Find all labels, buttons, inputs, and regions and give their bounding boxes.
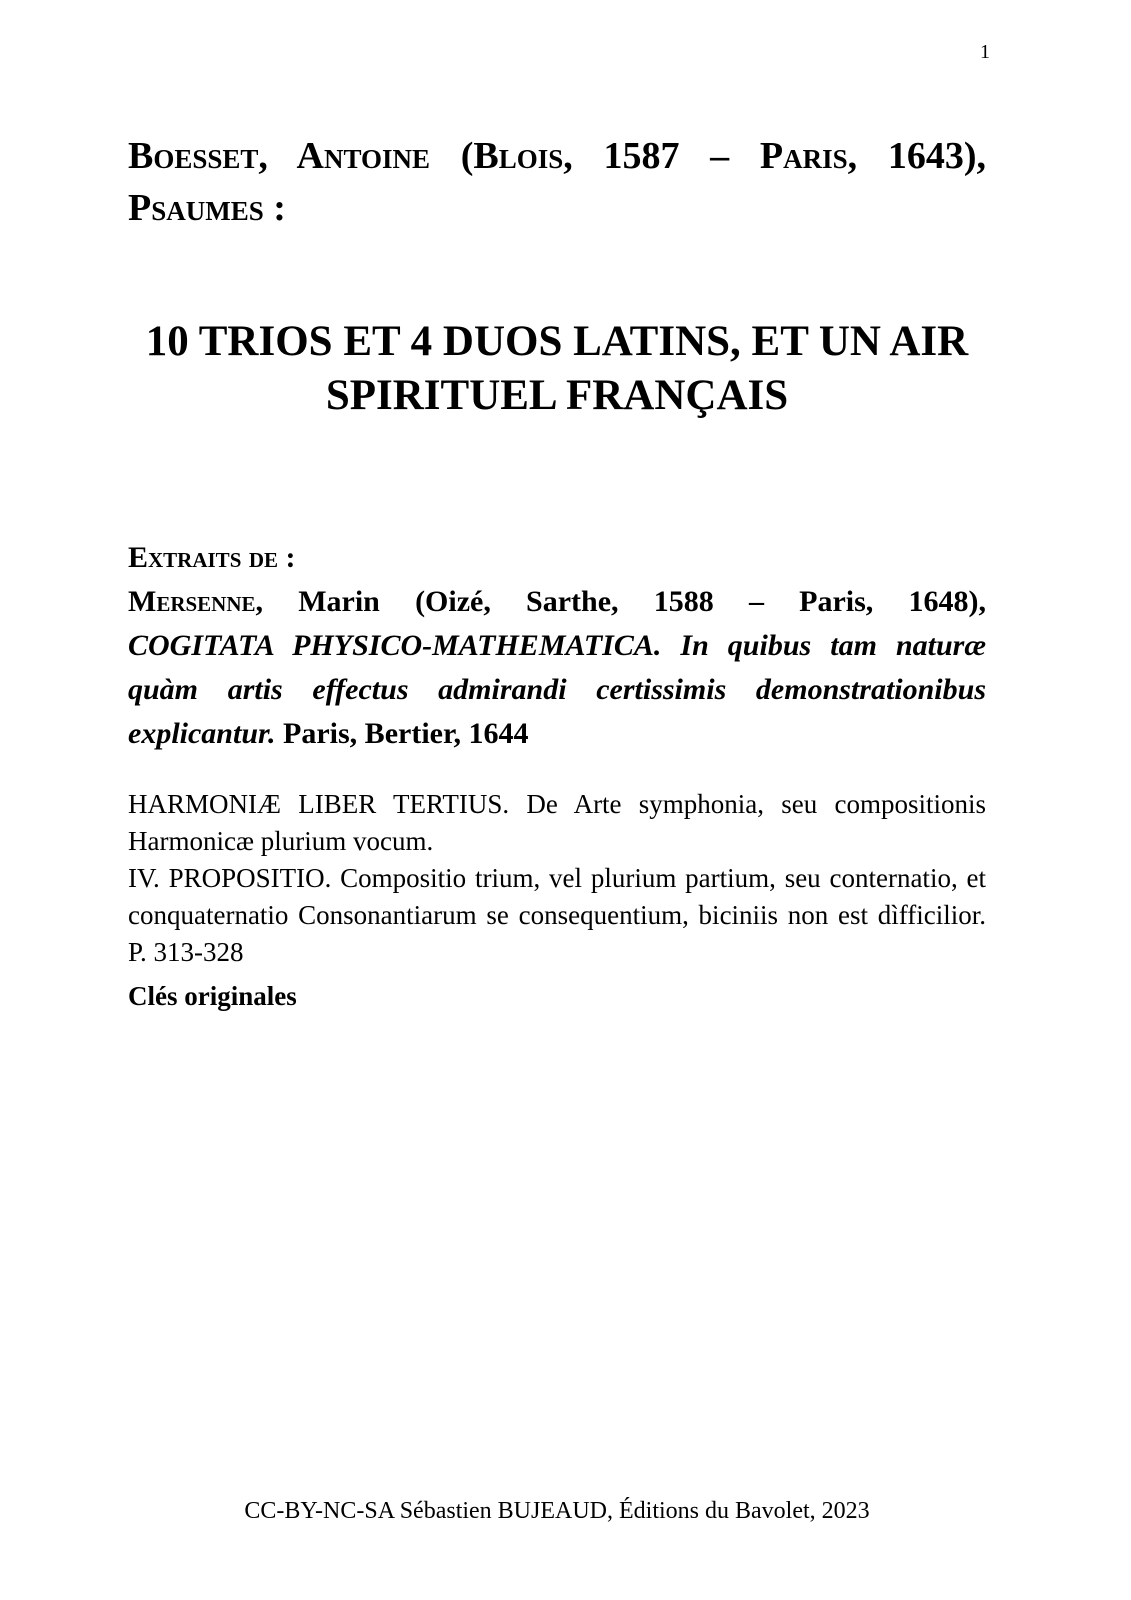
source-block-line bbox=[128, 624, 986, 668]
text-segment: Paris, Bertier, 1644 bbox=[275, 717, 529, 750]
text-segment: 10 TRIOS ET 4 DUOS LATINS, ET UN AIR bbox=[145, 318, 969, 365]
author-heading-line bbox=[128, 182, 986, 234]
text-segment: Psaumes : bbox=[128, 187, 286, 229]
description-block-line bbox=[128, 934, 986, 971]
cles-heading bbox=[128, 977, 986, 1015]
description-block bbox=[128, 786, 986, 971]
text-segment: Extraits de : bbox=[128, 541, 296, 574]
description-block-line bbox=[128, 860, 986, 897]
text-segment: COGITATA PHYSICO-MATHEMATICA. In quibus tam naturæ bbox=[128, 629, 986, 662]
text-segment: HARMONIÆ LIBER TERTIUS. De Arte symphonia, seu compositionis bbox=[128, 789, 986, 819]
main-title-line bbox=[128, 315, 986, 369]
text-segment: Mersenne, bbox=[128, 585, 264, 618]
text-segment: Boesset, Antoine (Blois, 1587 – Paris, 1643), bbox=[128, 135, 986, 177]
footer-credit: CC-BY-NC-SA Sébastien BUJEAUD, Éditions du Bavolet, 2023 bbox=[244, 1498, 870, 1524]
description-block-line bbox=[128, 786, 986, 823]
source-block-line bbox=[128, 668, 986, 712]
text-segment: SPIRITUEL FRANÇAIS bbox=[325, 372, 789, 419]
author-heading-line bbox=[128, 130, 986, 182]
document-body bbox=[128, 0, 986, 1015]
description-block-line bbox=[128, 823, 986, 860]
text-segment: Harmonicæ plurium vocum. bbox=[128, 826, 434, 856]
text-segment: conquaternatio Consonantiarum se consequentium, biciniis non est dìfficilior. bbox=[128, 900, 986, 930]
text-segment: IV. PROPOSITIO. Compositio trium, vel plurium partium, seu conternatio, et bbox=[128, 863, 986, 893]
text-segment: P. 313-328 bbox=[128, 937, 244, 967]
source-block-line bbox=[128, 536, 986, 580]
source-block bbox=[128, 536, 986, 756]
main-title-line bbox=[128, 369, 986, 423]
main-title bbox=[128, 315, 986, 423]
text-segment: Clés originales bbox=[128, 981, 297, 1011]
page-number: 1 bbox=[980, 41, 990, 63]
author-heading bbox=[128, 130, 986, 234]
source-block-line bbox=[128, 712, 986, 756]
source-block-line bbox=[128, 580, 986, 624]
text-segment: Marin (Oizé, Sarthe, 1588 – Paris, 1648), bbox=[263, 585, 986, 618]
text-segment: explicantur. bbox=[128, 717, 276, 750]
text-segment: quàm artis effectus admirandi certissimis demonstrationibus bbox=[128, 673, 986, 706]
cles-heading-line bbox=[128, 977, 986, 1015]
description-block-line bbox=[128, 897, 986, 934]
